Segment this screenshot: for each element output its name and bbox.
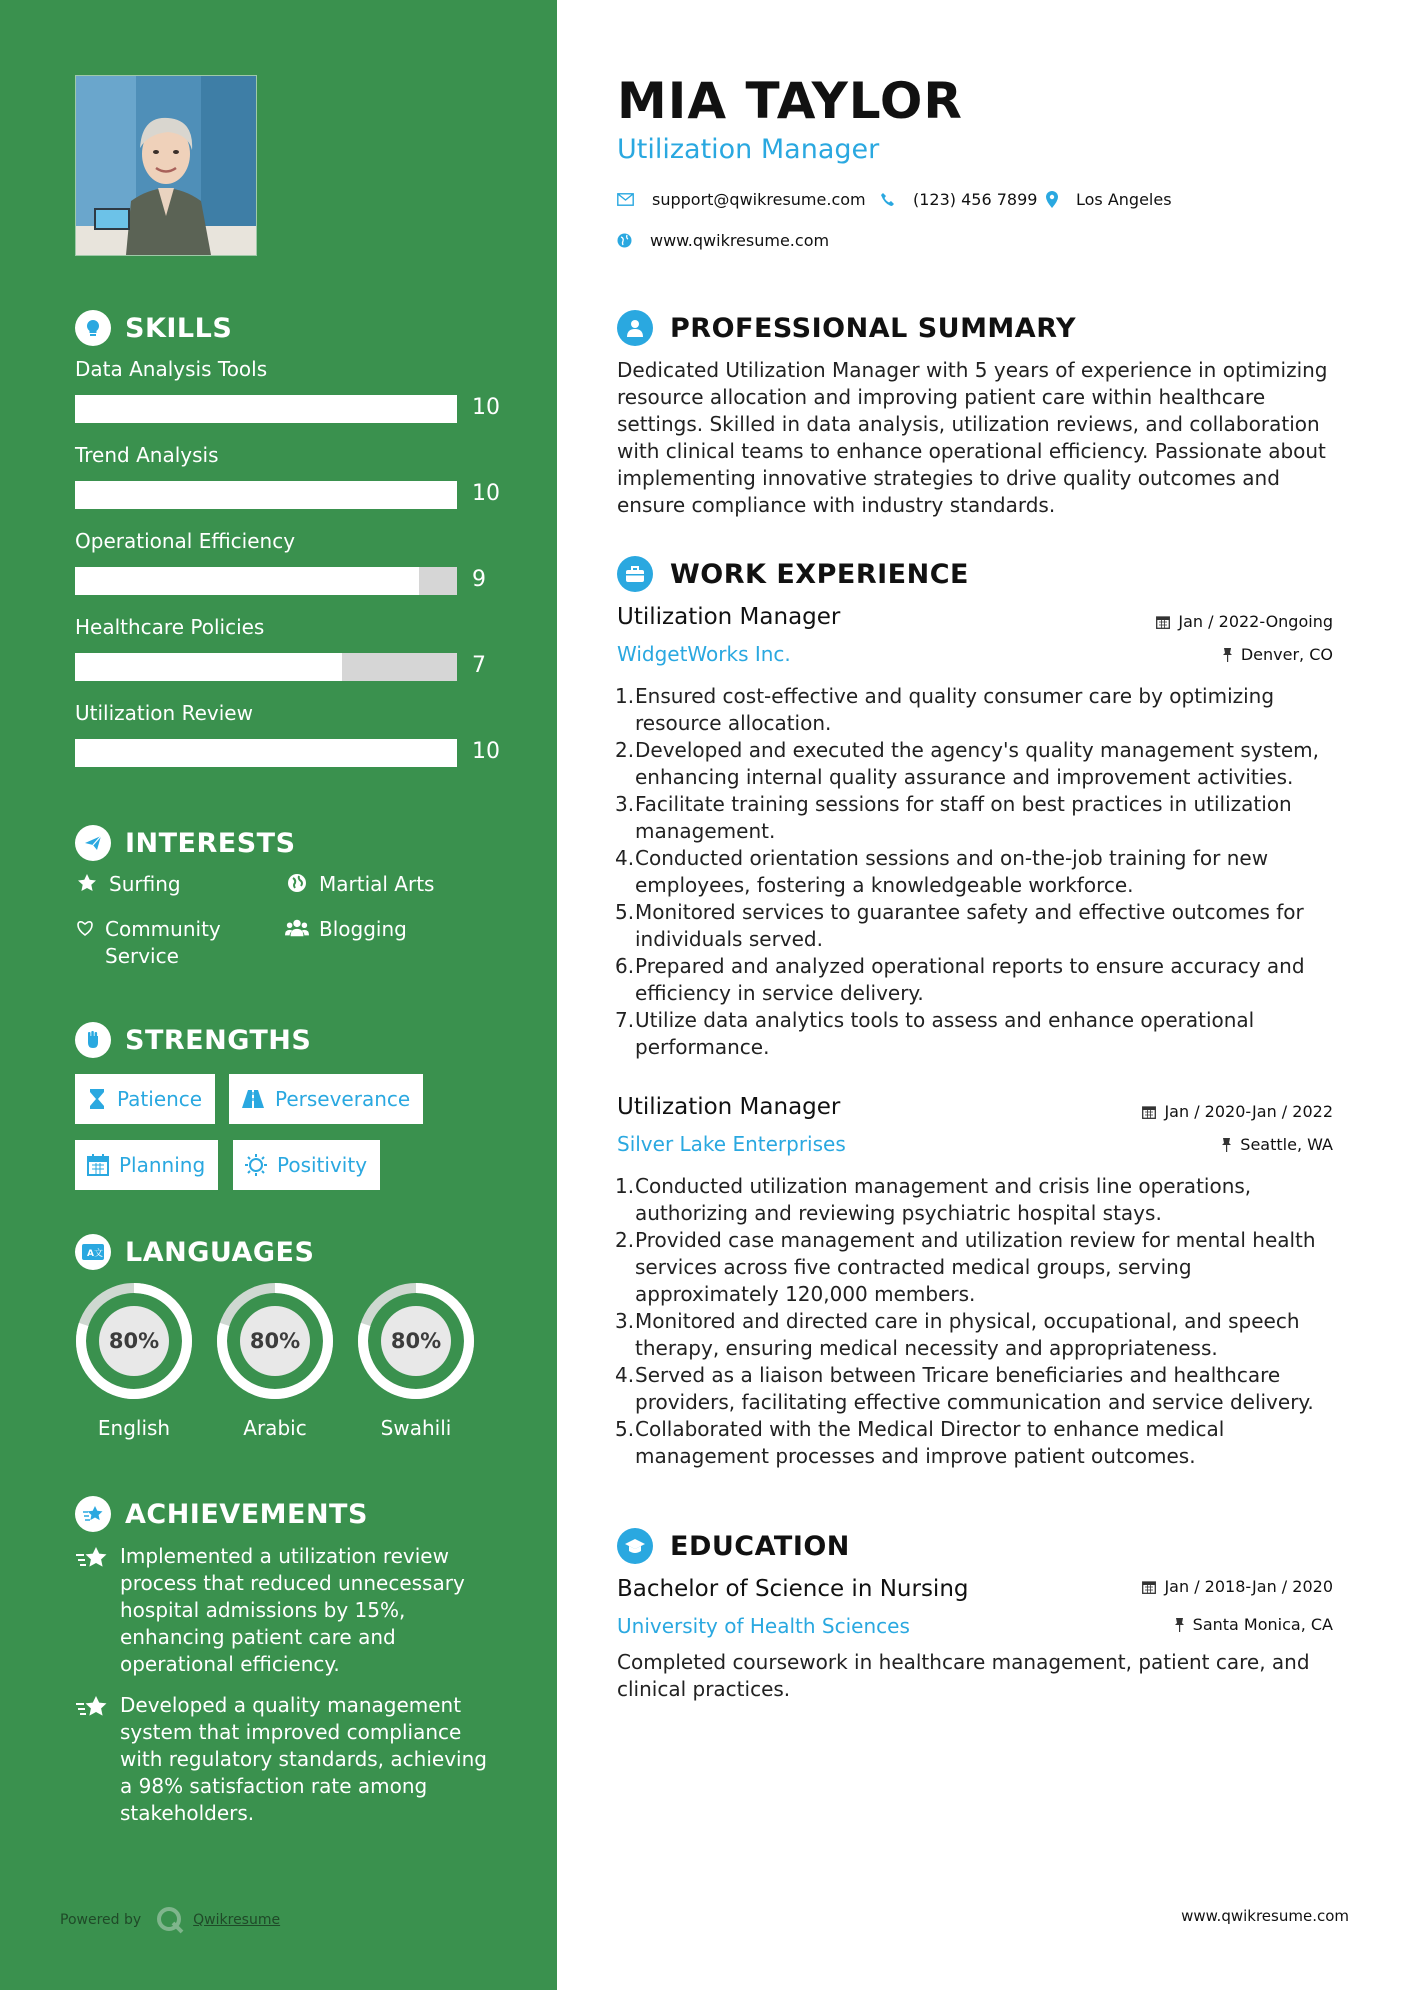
interests-title: INTERESTS xyxy=(125,827,296,859)
star-icon xyxy=(75,871,99,893)
skill-score: 9 xyxy=(472,567,486,592)
job-title: Utilization Manager xyxy=(617,1094,841,1120)
job-duty: Facilitate training sessions for staff on best practices in utilization management. xyxy=(635,792,1292,843)
skills-title: SKILLS xyxy=(125,312,233,344)
interest-label: Blogging xyxy=(319,917,407,941)
skill-bar xyxy=(75,567,457,595)
job-location-text: Seattle, WA xyxy=(1240,1135,1333,1154)
location-text: Los Angeles xyxy=(1076,190,1172,209)
contact-phone xyxy=(880,190,1037,209)
job-duties-list xyxy=(617,1173,1335,1470)
sidebar xyxy=(0,0,557,1990)
pin-icon xyxy=(1174,1617,1185,1632)
interest-label: Martial Arts xyxy=(319,872,435,896)
job-duty: Prepared and analyzed operational reports to ensure accuracy and efficiency in service delivery. xyxy=(635,954,1305,1005)
skill-bar xyxy=(75,395,457,423)
strength-badge xyxy=(229,1074,423,1124)
contact-location xyxy=(1046,190,1172,209)
job-dates-text: Jan / 2022-Ongoing xyxy=(1178,612,1333,631)
degree-title: Bachelor of Science in Nursing xyxy=(617,1576,969,1602)
profile-photo xyxy=(75,75,257,256)
globe-icon xyxy=(617,233,632,248)
paper-plane-icon xyxy=(75,825,111,861)
experience-title: WORK EXPERIENCE xyxy=(670,558,969,590)
summary-text: Dedicated Utilization Manager with 5 years of experience in optimizing resource allocation and improving patient care within healthcare settings. Skilled in data analysis, utilization reviews, and collaboration with clinical teams to enhance operational efficiency. Passionate about implementing innovative strategies to drive quality outcomes and ensure compliance with industry standards. xyxy=(617,358,1328,517)
powered-by-text: Powered by xyxy=(60,1912,142,1928)
sun-icon xyxy=(245,1154,267,1176)
language-percent: 80% xyxy=(390,1329,442,1353)
skill-label: Healthcare Policies xyxy=(75,615,265,639)
job-duties-list xyxy=(617,683,1335,1061)
skill-label: Trend Analysis xyxy=(75,443,219,467)
education-heading xyxy=(617,1528,850,1564)
language-ring xyxy=(355,1280,477,1406)
job-duty: Ensured cost-effective and quality consumer care by optimizing resource allocation. xyxy=(635,684,1275,735)
calendar-icon xyxy=(87,1154,109,1176)
strengths-title: STRENGTHS xyxy=(125,1024,312,1056)
job-dates xyxy=(1142,1102,1333,1121)
globe-icon xyxy=(285,871,309,893)
skill-score: 10 xyxy=(472,395,500,420)
candidate-title: Utilization Manager xyxy=(617,134,880,165)
calendar-icon xyxy=(1142,1580,1156,1594)
briefcase-icon xyxy=(617,556,653,592)
graduation-cap-icon xyxy=(617,1528,653,1564)
job-duty: Conducted orientation sessions and on-the-job training for new employees, fostering a knowledgeable workforce. xyxy=(635,846,1269,897)
skills-heading xyxy=(75,310,232,346)
job-duty: Monitored services to guarantee safety and effective outcomes for individuals served. xyxy=(635,900,1304,951)
education-dates-text: Jan / 2018-Jan / 2020 xyxy=(1164,1577,1333,1596)
qwikresume-link[interactable]: Qwikresume xyxy=(193,1912,281,1928)
achievement-item xyxy=(75,1543,495,1678)
star-award-icon xyxy=(75,1496,111,1532)
envelope-icon xyxy=(617,193,634,206)
website-link[interactable]: www.qwikresume.com xyxy=(650,231,830,250)
lightbulb-icon xyxy=(75,310,111,346)
interest-item xyxy=(285,871,434,898)
job-duty: Monitored and directed care in physical, occupational, and speech therapy, ensuring medical necessity and appropriateness. xyxy=(635,1309,1300,1360)
skill-label: Operational Efficiency xyxy=(75,529,296,553)
experience-heading xyxy=(617,556,969,592)
phone-icon xyxy=(880,192,895,207)
skill-score: 10 xyxy=(472,481,500,506)
strength-label: Positivity xyxy=(277,1153,368,1177)
job-duty: Conducted utilization management and crisis line operations, authorizing and reviewing psychiatric hospital stays. xyxy=(635,1174,1252,1225)
strength-label: Patience xyxy=(117,1087,203,1111)
job-company: WidgetWorks Inc. xyxy=(617,642,791,666)
skill-label: Utilization Review xyxy=(75,701,253,725)
star-award-icon xyxy=(75,1692,109,1827)
summary-title: PROFESSIONAL SUMMARY xyxy=(670,312,1077,344)
interest-label: Community Service xyxy=(105,917,221,968)
skill-bar xyxy=(75,481,457,509)
strength-badge xyxy=(75,1140,218,1190)
job-location xyxy=(1221,1135,1333,1154)
skill-bar xyxy=(75,653,457,681)
svg-text:文: 文 xyxy=(94,1249,104,1259)
languages-heading xyxy=(75,1234,314,1270)
skill-bar-fill xyxy=(75,481,457,509)
user-icon xyxy=(617,310,653,346)
powered-by xyxy=(60,1905,280,1935)
star-award-icon xyxy=(75,1543,109,1678)
language-icon xyxy=(75,1234,111,1270)
phone-number: (123) 456 7899 xyxy=(913,190,1038,209)
summary-heading xyxy=(617,310,1076,346)
achievements-heading xyxy=(75,1496,368,1532)
job-location-text: Denver, CO xyxy=(1240,645,1333,664)
education-title: EDUCATION xyxy=(670,1530,850,1562)
language-name: English xyxy=(97,1416,171,1440)
achievements-title: ACHIEVEMENTS xyxy=(125,1498,368,1530)
job-duty: Developed and executed the agency's quality management system, enhancing internal quality assurance and improvement activities. xyxy=(635,738,1320,789)
skill-bar-fill xyxy=(75,567,419,595)
skill-bar-fill xyxy=(75,739,457,767)
language-percent: 80% xyxy=(108,1329,160,1353)
pin-icon xyxy=(1222,647,1233,662)
calendar-icon xyxy=(1142,1105,1156,1119)
pin-icon xyxy=(1221,1137,1232,1152)
strength-label: Planning xyxy=(119,1153,206,1177)
achievement-item xyxy=(75,1692,495,1827)
job-location xyxy=(1222,645,1333,664)
interest-item xyxy=(75,871,181,898)
interests-heading xyxy=(75,825,296,861)
job-title: Utilization Manager xyxy=(617,604,841,630)
interest-item xyxy=(75,916,265,970)
job-dates-text: Jan / 2020-Jan / 2022 xyxy=(1164,1102,1333,1121)
job-duty: Provided case management and utilization review for mental health services across five contracted medical groups, serving approximately 120,000 members. xyxy=(635,1228,1316,1306)
contact-website xyxy=(617,231,829,250)
education-description: Completed coursework in healthcare management, patient care, and clinical practices. xyxy=(617,1650,1310,1701)
contact-email xyxy=(617,190,866,209)
language-name: Swahili xyxy=(380,1416,452,1440)
language-ring xyxy=(214,1280,336,1406)
svg-text:A: A xyxy=(87,1249,94,1259)
interest-item xyxy=(285,916,407,943)
job-duty: Served as a liaison between Tricare beneficiaries and healthcare providers, facilitating effective communication and service delivery. xyxy=(635,1363,1314,1414)
job-dates xyxy=(1156,612,1333,631)
strength-label: Perseverance xyxy=(275,1087,411,1111)
school-name: University of Health Sciences xyxy=(617,1614,910,1638)
education-location-text: Santa Monica, CA xyxy=(1192,1615,1333,1634)
education-location xyxy=(1174,1615,1333,1634)
strength-badge xyxy=(233,1140,380,1190)
languages-title: LANGUAGES xyxy=(125,1236,315,1268)
skill-bar-fill xyxy=(75,653,342,681)
education-dates xyxy=(1142,1577,1333,1596)
job-company: Silver Lake Enterprises xyxy=(617,1132,846,1156)
calendar-icon xyxy=(1156,615,1170,629)
candidate-name: MIA TAYLOR xyxy=(617,72,963,130)
skill-label: Data Analysis Tools xyxy=(75,357,268,381)
language-percent: 80% xyxy=(249,1329,301,1353)
interest-label: Surfing xyxy=(109,872,181,896)
achievement-text: Implemented a utilization review process that reduced unnecessary hospital admissions by 15%, enhancing patient care and operational efficiency. xyxy=(120,1544,465,1676)
language-ring xyxy=(73,1280,195,1406)
road-icon xyxy=(241,1089,265,1109)
strengths-heading xyxy=(75,1022,311,1058)
qwikresume-logo-icon xyxy=(155,1905,185,1935)
fist-icon xyxy=(75,1022,111,1058)
job-duty: Collaborated with the Medical Director to enhance medical management processes and improve patient outcomes. xyxy=(635,1417,1225,1468)
strength-badge xyxy=(75,1074,215,1124)
achievement-text: Developed a quality management system that improved compliance with regulatory standards, achieving a 98% satisfaction rate among stakeholders. xyxy=(120,1693,487,1825)
language-name: Arabic xyxy=(243,1416,307,1440)
ribbon-icon xyxy=(75,916,95,938)
skill-bar-fill xyxy=(75,395,457,423)
users-icon xyxy=(285,916,309,938)
map-pin-icon xyxy=(1046,191,1058,208)
job-duty: Utilize data analytics tools to assess and enhance operational performance. xyxy=(635,1008,1255,1059)
footer-url[interactable]: www.qwikresume.com xyxy=(1181,1907,1349,1925)
skill-score: 10 xyxy=(472,739,500,764)
hourglass-icon xyxy=(87,1088,107,1110)
email-link[interactable]: support@qwikresume.com xyxy=(652,190,866,209)
skill-bar xyxy=(75,739,457,767)
skill-score: 7 xyxy=(472,653,486,678)
